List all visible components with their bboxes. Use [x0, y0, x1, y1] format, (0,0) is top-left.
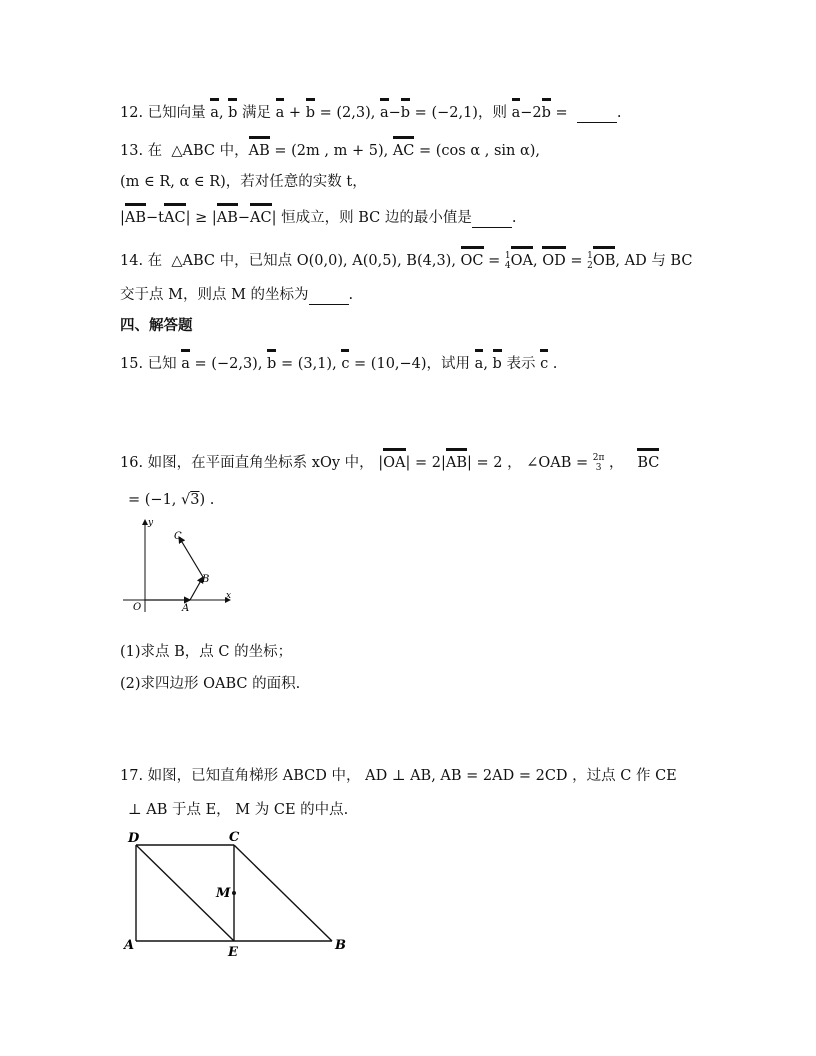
question-number: 12. — [120, 105, 144, 121]
label-x: x — [226, 591, 232, 601]
label-y: y — [148, 518, 154, 528]
question-13-line1: 13. 在 △ABC 中，AB = (2m , m + 5), AC = (cos α , sin α), — [120, 143, 541, 159]
label-M: M — [216, 886, 231, 901]
answer-blank — [472, 213, 512, 228]
label-C: C — [174, 531, 182, 542]
question-15: 15. 已知 a = (−2,3), b = (3,1), c = (10,−4)，试用 a, b 表示 c . — [120, 356, 558, 372]
label-O: O — [133, 602, 142, 613]
question-16-line1: 16. 如图，在平面直角坐标系 xOy 中， |OA| = 2|AB| = 2 ， ∠OAB = 2π 3 ， BC — [120, 453, 660, 473]
question-17-line1: 17. 如图，已知直角梯形 ABCD 中， AD ⊥ AB, AB = 2AD = 2CD ，过点 C 作 CE — [120, 768, 677, 784]
question-16-line2: = (−1, √3) . — [128, 492, 215, 508]
question-16-sub2: (2)求四边形 OABC 的面积. — [120, 676, 301, 692]
label-C: C — [229, 830, 240, 845]
label-A: A — [182, 603, 190, 614]
label-B: B — [335, 938, 346, 953]
answer-blank — [577, 108, 617, 123]
trapezoid-figure — [118, 826, 358, 958]
question-14-line2: 交于点 M，则点 M 的坐标为 . — [120, 287, 354, 303]
label-B: B — [202, 574, 210, 585]
question-16-sub1: (1)求点 B，点 C 的坐标； — [120, 644, 293, 660]
vector-BC — [179, 537, 203, 577]
point-M — [232, 891, 236, 895]
question-14-line1: 14. 在 △ABC 中，已知点 O(0,0), A(0,5), B(4,3), OC = 1 4 OA, OD = 1 2 OB, AD 与 BC — [120, 251, 693, 271]
label-E: E — [228, 945, 238, 958]
question-17-line2: ⊥ AB 于点 E， M 为 CE 的中点. — [128, 802, 349, 818]
question-12: 12. 已知向量 a, b 满足 a + b = (2,3), a−b = (−2,1)，则 a−2b = . — [120, 105, 622, 121]
label-A: A — [124, 938, 135, 953]
segment-CB — [234, 845, 332, 941]
question-13-line3: |AB−tAC| ≥ |AB−AC| 恒成立，则 BC 边的最小值是 . — [120, 210, 517, 226]
question-13-line2: (m ∈ R, α ∈ R)，若对任意的实数 t， — [120, 174, 367, 190]
section-heading: 四、解答题 — [120, 318, 193, 334]
label-D: D — [128, 831, 140, 846]
answer-blank — [309, 290, 349, 305]
coordinate-figure — [118, 512, 240, 620]
